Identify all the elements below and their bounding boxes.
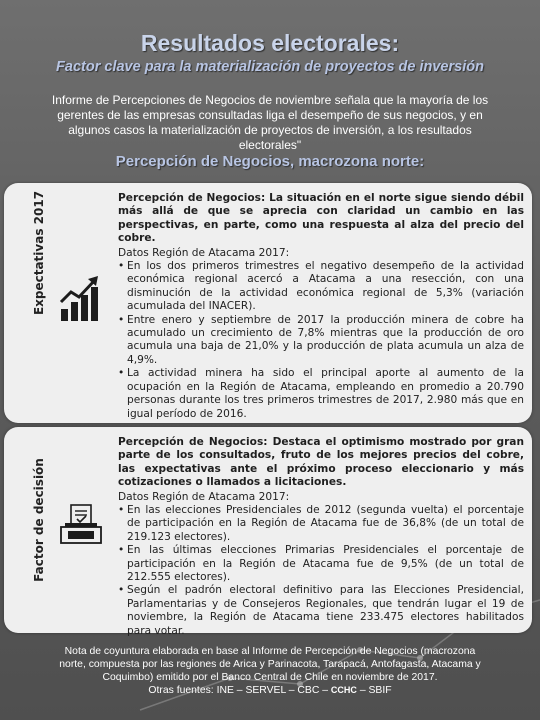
panel-lead: Percepción de Negocios: La situación en el norte sigue siendo débil más allá de que se aprecia con claridad un cambio en las perspectivas, en parte, como una respuesta al alza del precio del cobre. <box>118 192 524 245</box>
panel-content <box>118 192 524 421</box>
page-subtitle: Factor clave para la materialización de proyectos de inversión <box>56 59 484 75</box>
footer-note <box>0 645 540 697</box>
list-item: • La actividad minera ha sido el principal aporte al aumento de la ocupación en la Región de Atacama, empleando en promedio a 20.790 personas durante los tres primeros trimestres de 2017, 2.980 más que en igual período de 2016. <box>118 367 524 421</box>
panel-source: Datos Región de Atacama 2017: <box>118 246 290 259</box>
cchc-label: CCHC <box>330 685 357 695</box>
panel-label-text: Expectativas 2017 <box>32 190 46 316</box>
rising-bar-chart-icon <box>59 275 101 323</box>
intro-paragraph: Informe de Percepciones de Negocios de noviembre señala que la mayoría de los gerentes de las empresas consultadas liga el desempeño de sus negocios, y en algunos casos la materialización de proyectos de inversión, a los resultados electorales" <box>51 93 489 152</box>
list-item: • En las últimas elecciones Primarias Presidenciales el porcentaje de participación en la Región de Atacama fue de 9,5% (de un total de 212.555 electores). <box>118 544 524 584</box>
panel-content <box>118 436 524 638</box>
panel-bullet-list <box>118 504 524 638</box>
other-sources <box>50 684 490 697</box>
other-sources-suffix: – SBIF <box>359 685 392 696</box>
panel-source: Datos Región de Atacama 2017: <box>118 490 290 503</box>
list-item: • Según el padrón electoral definitivo para las Elecciones Presidencial, Parlamentarias y de Consejeros Regionales, que tendrán lugar el 19 de noviembre, la Región de Atacama tiene 233.475 electores habilitados para votar. <box>118 584 524 638</box>
list-item: • En los dos primeros trimestres el negativo desempeño de la actividad económica regional acercó a Atacama a una resección, con una disminución de la actividad económica regional de 5,3% (variación acumulada del INACER). <box>118 260 524 314</box>
section-heading: Percepción de Negocios, macrozona norte: <box>115 153 425 170</box>
expectations-panel <box>4 183 532 423</box>
footer-note-text: Nota de coyuntura elaborada en base al Informe de Percepción de Negocios (macrozona norte, compuesta por las regiones de Arica y Parinacota, Tarapacá, Antofagasta, Atacama y Coquimbo) emitido por el Banco Central de Chile en noviembre de 2017. <box>59 646 481 683</box>
decision-factor-panel <box>4 427 532 637</box>
panel-lead: Percepción de Negocios: Destaca el optimismo mostrado por gran parte de los consultados, fruto de los mejores precios del cobre, las expectativas ante el próximo proceso eleccionario y más cotizaciones o llamados a licitaciones. <box>118 436 524 489</box>
page-title: Resultados electorales: <box>140 30 400 56</box>
other-sources-prefix: Otras fuentes: INE – SERVEL – CBC – <box>148 685 329 696</box>
list-item: • Entre enero y septiembre de 2017 la producción minera de cobre ha acumulado un crecimiento de 7,8% mientras que la producción de oro acumula una baja de 21,0% y la producción de plata acumula un alza de 4,9%. <box>118 314 524 368</box>
panel-label-text: Factor de decisión <box>32 458 46 582</box>
ballot-box-icon <box>59 503 105 545</box>
panel-bullet-list <box>118 260 524 421</box>
list-item: • En las elecciones Presidenciales de 2012 (segunda vuelta) el porcentaje de participación en la Región de Atacama fue de 36,8% (de un total de 219.123 electores). <box>118 504 524 544</box>
